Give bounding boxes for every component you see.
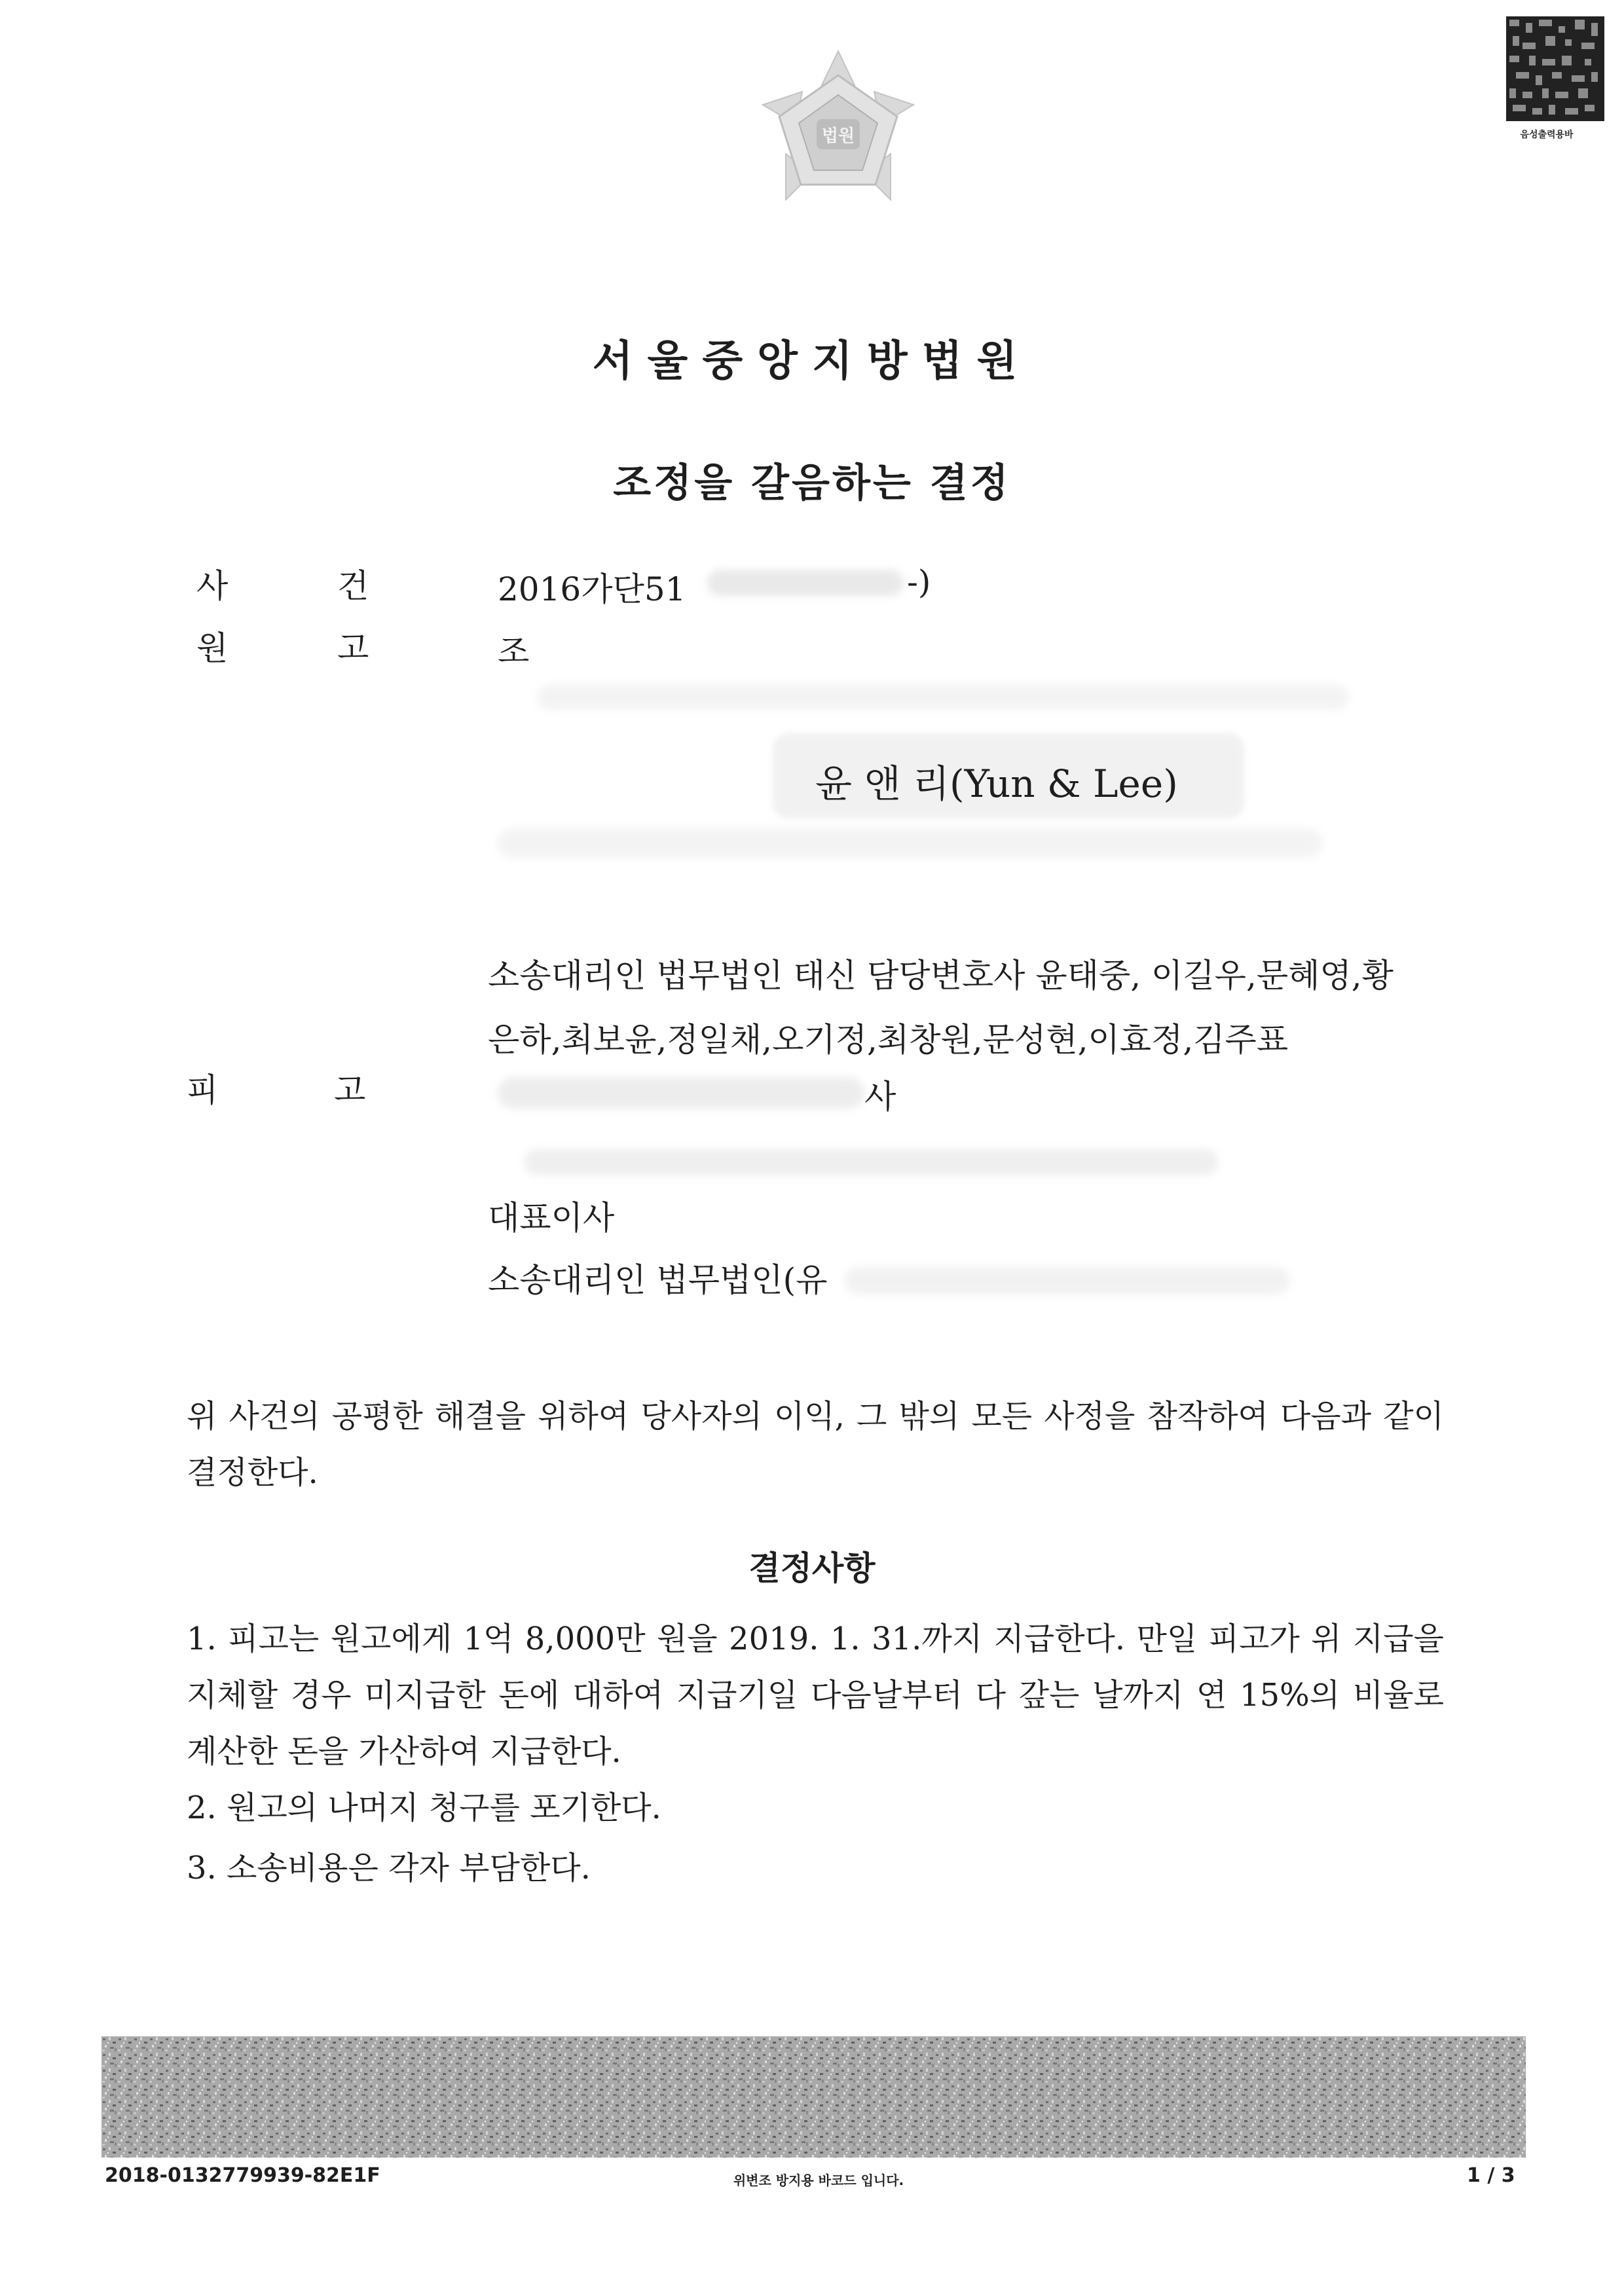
qr-caption: 음성출력용바	[1520, 130, 1574, 140]
intro-paragraph: 위 사건의 공평한 해결을 위하여 당사자의 이익, 그 밖의 모든 사정을 참작하여 다음과 같이 결정한다.	[187, 1398, 1444, 1491]
redaction-mark	[498, 1077, 864, 1109]
document-title: 조정을 갈음하는 결정	[613, 460, 1011, 506]
decision-item: 2. 원고의 나머지 청구를 포기한다.	[187, 1790, 661, 1826]
document-id: 2018-0132779939-82E1F	[105, 2164, 380, 2187]
court-name: 서울중앙지방법원	[592, 337, 1032, 386]
case-number-tail: -)	[907, 563, 931, 601]
decision-item: 3. 소송비용은 각자 부담한다.	[187, 1850, 591, 1886]
redaction-mark	[498, 828, 1323, 858]
case-label-2: 건	[337, 567, 369, 605]
anti-forgery-barcode	[101, 2036, 1526, 2157]
plaintiff-name: 조	[498, 633, 530, 670]
plaintiff-label-1: 원	[196, 629, 229, 667]
redaction-mark	[524, 1149, 1218, 1175]
case-label-1: 사	[196, 567, 229, 605]
plaintiff-counsel-line-1: 소송대리인 법무법인 태신 담당변호사 윤태중, 이길우,문혜영,황	[488, 957, 1393, 995]
court-emblem-icon	[750, 46, 927, 210]
page-number: 1 / 3	[1467, 2164, 1515, 2187]
plaintiff-label-2: 고	[337, 629, 369, 667]
law-firm-banner: 윤 앤 리(Yun & Lee)	[815, 762, 1178, 806]
redaction-mark	[845, 1267, 1290, 1294]
defendant-label-1: 피	[187, 1071, 219, 1109]
barcode-note: 위변조 방지용 바코드 입니다.	[733, 2173, 904, 2188]
qr-code	[1506, 16, 1604, 121]
redaction-mark	[537, 684, 1349, 710]
decision-item: 1. 피고는 원고에게 1억 8,000만 원을 2019. 1. 31.까지 지급한다. 만일 피고가 위 지급을 지체할 경우 미지급한 돈에 대하여 지급기일 다음날부터 다 갚는 날까지 연 15%의 비율로 계산한 돈을 가산하여 지급한다.	[187, 1621, 1444, 1770]
redaction-mark	[707, 570, 904, 596]
case-number: 2016가단51	[498, 570, 686, 608]
defendant-counsel: 소송대리인 법무법인(유	[488, 1261, 828, 1299]
defendant-label-2: 고	[334, 1071, 366, 1109]
plaintiff-counsel-line-2: 은하,최보윤,정일채,오기정,최창원,문성현,이효정,김주표	[488, 1021, 1289, 1059]
representative-label: 대표이사	[488, 1199, 615, 1237]
defendant-name-fragment: 사	[864, 1078, 896, 1116]
section-heading: 결정사항	[748, 1549, 876, 1587]
emblem-label: 법원	[821, 126, 855, 146]
